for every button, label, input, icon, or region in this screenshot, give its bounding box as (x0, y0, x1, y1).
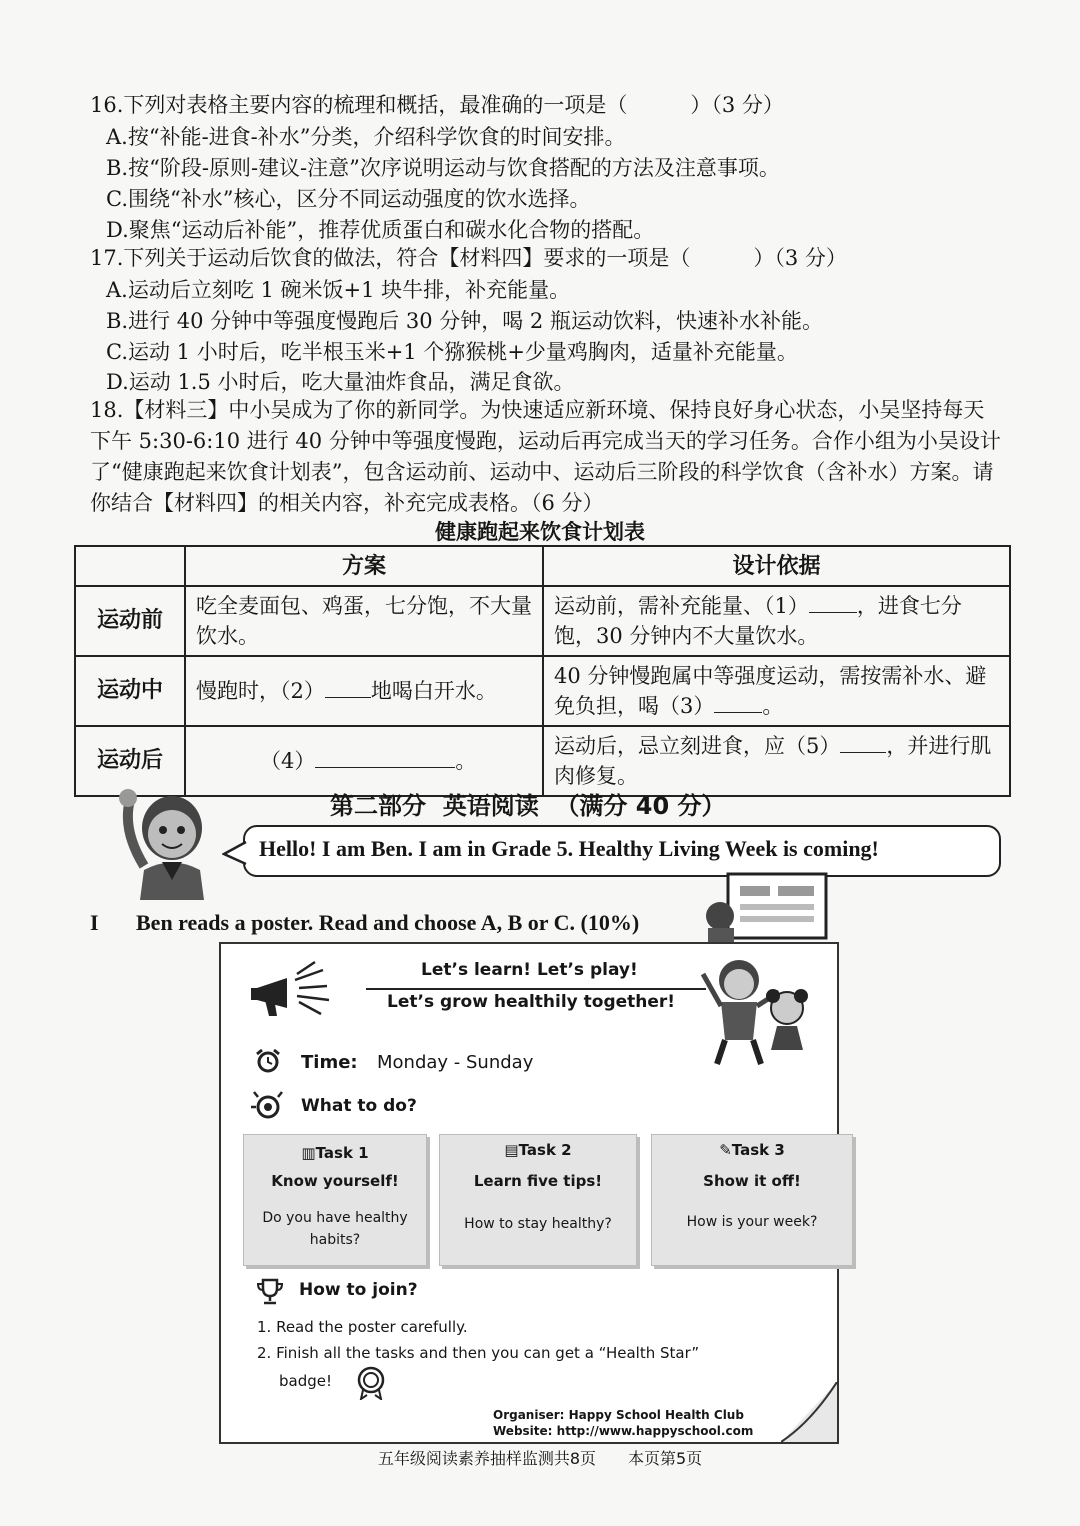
plan-text: 。 (455, 749, 477, 773)
bubble-tail (222, 840, 248, 866)
task-card-3 (651, 1134, 853, 1266)
what-label: What to do? (301, 1096, 417, 1116)
task-title: Task 3 (731, 1141, 785, 1159)
q16-option-b: B.按“阶段-原则-建议-注意”次序说明运动与饮食搭配的方法及注意事项。 (106, 156, 780, 180)
poster-line1: Let’s learn! Let’s play! (421, 960, 638, 980)
book-icon: ▤ (504, 1141, 519, 1159)
basis-cell (543, 586, 1010, 656)
pencil-icon: ✎ (719, 1141, 732, 1159)
q17-stem: 17.下列关于运动后饮食的做法，符合【材料四】要求的一项是（ ）（3 分） (90, 246, 847, 270)
badge-icon (353, 1364, 389, 1400)
basis-text: 。 (762, 694, 784, 718)
board-illustration (700, 872, 830, 944)
basis-text: ，并进行肌肉修复。 (554, 734, 992, 788)
basis-text: 40 分钟慢跑属中等强度运动，需按需补水、避免负担，喝（3） (554, 664, 987, 718)
join-step-1: 1. Read the poster carefully. (257, 1318, 468, 1336)
join-step-2: 2. Finish all the tasks and then you can get a “Health Star” (257, 1344, 700, 1362)
task-question: How to stay healthy? (464, 1216, 612, 1232)
answer-blank-3[interactable] (714, 692, 762, 713)
table-title: 健康跑起来饮食计划表 (435, 520, 645, 544)
diet-plan-table (74, 545, 1011, 797)
kids-illustration (699, 952, 819, 1072)
stage-after: 运动后 (75, 726, 185, 796)
q17-option-a: A.运动后立刻吃 1 碗米饭+1 块牛排，补充能量。 (106, 278, 571, 302)
page-footer: 五年级阅读素养抽样监测共8页 本页第5页 (377, 1449, 703, 1468)
task-title: Task 1 (315, 1144, 369, 1162)
speech-bubble (243, 825, 1001, 877)
target-icon (251, 1090, 285, 1120)
basis-cell (543, 656, 1010, 726)
organiser: Organiser: Happy School Health Club (493, 1408, 744, 1422)
task-question: Do you have healthy habits? (262, 1210, 408, 1248)
section-number: I (90, 910, 99, 935)
plan-cell (185, 586, 543, 656)
table-row (75, 656, 1010, 726)
task-headline: Know yourself! (271, 1172, 399, 1190)
megaphone-icon (247, 958, 337, 1028)
section-instruction: Ben reads a poster. Read and choose A, B or C. (10%) (136, 910, 640, 935)
q16-option-d: D.聚焦“运动后补能”，推荐优质蛋白和碳水化合物的搭配。 (106, 218, 655, 242)
table-header-blank (75, 546, 185, 586)
trophy-icon (255, 1276, 285, 1306)
table-header-row (75, 546, 1010, 586)
answer-blank-2[interactable] (325, 677, 371, 698)
q18-text: 18.【材料三】中小吴成为了你的新同学。为快速适应新环境、保持良好身心状态，小吴坚持每天下午 5:30-6:10 进行 40 分钟中等强度慢跑，运动后再完成当天的学习任务。合作小组为小吴设计了“健康跑起来饮食计划表”，包含运动前、运动中、运动后三阶段的科学饮食（含补水）方案。请你结合【材料四】的相关内容，补充完成表格。（6 分） (90, 398, 1001, 515)
plan-text: 慢跑时，（2） (196, 679, 325, 703)
plan-text: 吃全麦面包、鸡蛋，七分饱，不大量饮水。 (196, 594, 532, 648)
plan-text: （4） (260, 749, 316, 773)
poster (219, 942, 839, 1444)
bubble-text: Hello! I am Ben. I am in Grade 5. Healthy Living Week is coming! (259, 836, 879, 861)
answer-blank-4[interactable] (315, 747, 455, 768)
plan-cell (185, 656, 543, 726)
basis-text: 运动前，需补充能量、（1） (554, 594, 809, 618)
q16-stem: 16.下列对表格主要内容的梳理和概括，最准确的一项是（ ）（3 分） (90, 93, 784, 117)
q17-option-d: D.运动 1.5 小时后，吃大量油炸食品，满足食欲。 (106, 370, 575, 394)
task-headline: Show it off! (703, 1172, 801, 1190)
table-header-plan: 方案 (185, 546, 543, 586)
q16-option-a: A.按“补能-进食-补水”分类，介绍科学饮食的时间安排。 (106, 125, 626, 149)
q17-option-c: C.运动 1 小时后，吃半根玉米+1 个猕猴桃+少量鸡胸肉，适量补充能量。 (106, 340, 798, 364)
join-step-2-cont: badge! (279, 1372, 332, 1390)
ben-illustration (100, 770, 230, 900)
table-header-basis: 设计依据 (543, 546, 1010, 586)
poster-line2: Let’s grow healthily together! (387, 992, 676, 1012)
task-card-2 (439, 1134, 637, 1266)
poster-divider (366, 988, 706, 990)
table-row (75, 586, 1010, 656)
basis-text: 运动后，忌立刻进食，应（5） (554, 734, 841, 758)
time-label: Time: (301, 1052, 358, 1073)
task-question: How is your week? (686, 1214, 818, 1230)
join-label: How to join? (299, 1280, 418, 1300)
q16-option-c: C.围绕“补水”核心，区分不同运动强度的饮水选择。 (106, 187, 591, 211)
website: Website: http://www.happyschool.com (493, 1424, 754, 1438)
task-headline: Learn five tips! (473, 1172, 603, 1190)
basis-text: ，进食七分饱，30 分钟内不大量饮水。 (554, 594, 962, 648)
q17-option-b: B.进行 40 分钟中等强度慢跑后 30 分钟，喝 2 瓶运动饮料，快速补水补能。 (106, 309, 823, 333)
plan-text: 地喝白开水。 (370, 679, 497, 703)
alarm-clock-icon (253, 1048, 283, 1074)
answer-blank-1[interactable] (809, 592, 857, 613)
stage-during: 运动中 (75, 656, 185, 726)
page-curl (781, 1382, 837, 1442)
answer-blank-5[interactable] (840, 732, 886, 753)
task-title: Task 2 (518, 1141, 572, 1159)
stage-before: 运动前 (75, 586, 185, 656)
task-card-1 (243, 1134, 427, 1266)
time-value: Monday - Sunday (377, 1052, 534, 1073)
part2-heading: 第二部分 英语阅读 （满分 40 分） (330, 792, 726, 820)
bar-chart-icon: ▥ (301, 1144, 316, 1162)
